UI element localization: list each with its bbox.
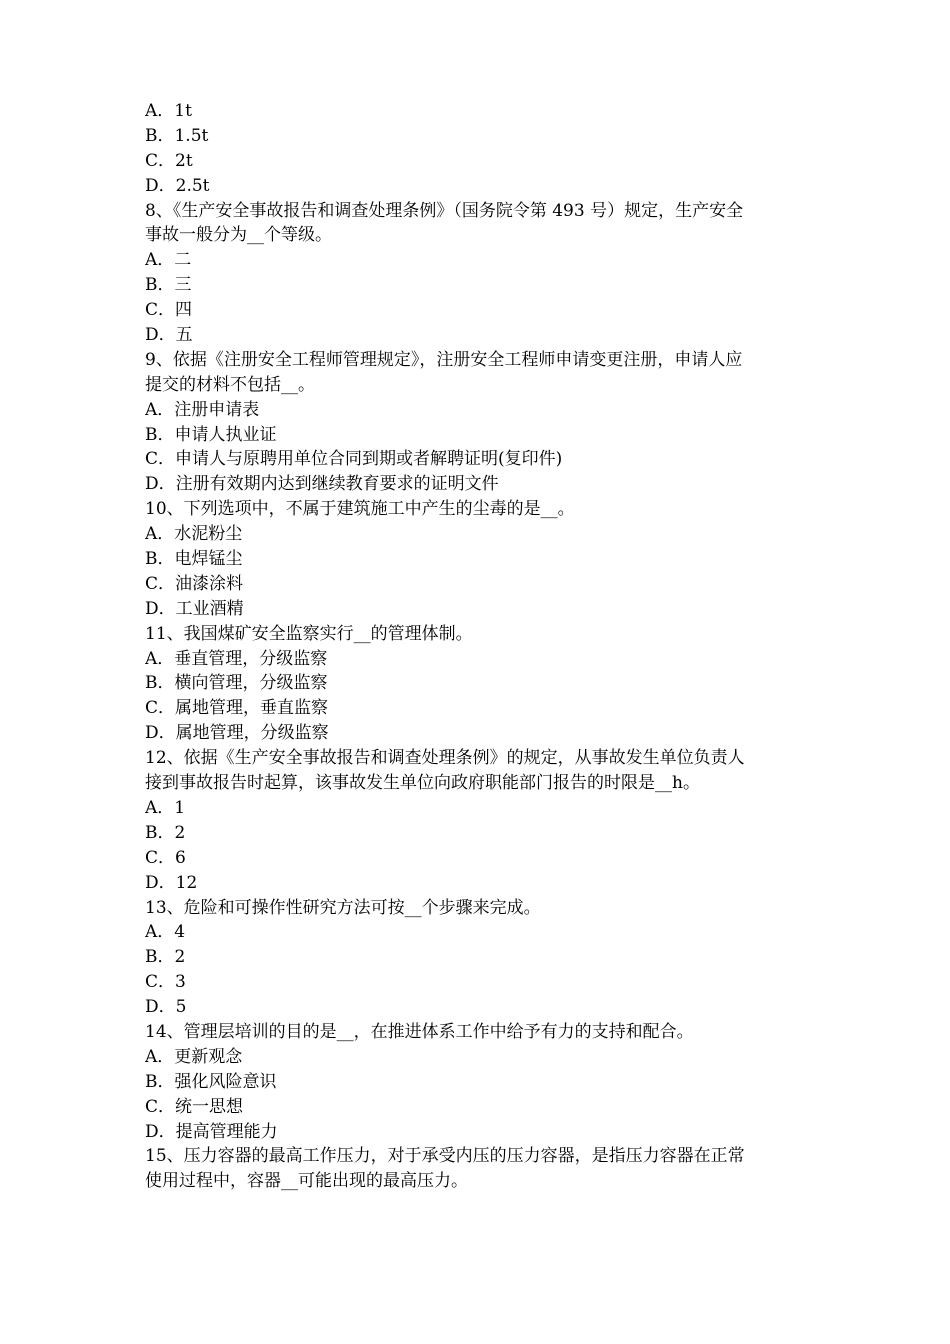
option-b: B．强化风险意识 <box>145 1071 277 1092</box>
question-text-line: 8、《生产安全事故报告和调查处理条例》（国务院令第 493 号）规定，生产安全 <box>145 200 744 221</box>
option-d: D．12 <box>145 872 198 893</box>
option-b: B．电焊锰尘 <box>145 549 243 570</box>
option-c: C．统一思想 <box>145 1096 244 1117</box>
option-d: D．5 <box>145 997 187 1018</box>
question-text-line: 9、依据《注册安全工程师管理规定》，注册安全工程师申请变更注册，申请人应 <box>145 349 743 370</box>
option-c: C．6 <box>145 847 186 868</box>
option-a: A．4 <box>145 922 186 943</box>
option-a: A．1t <box>145 101 192 121</box>
question-text-line: 11、我国煤矿安全监察实行__的管理体制。 <box>145 623 473 644</box>
question-10 <box>145 497 825 621</box>
option-c: C．属地管理，垂直监察 <box>145 698 329 719</box>
option-d: D．五 <box>145 325 193 346</box>
question-text-line: 12、依据《生产安全事故报告和调查处理条例》的规定，从事故发生单位负责人 <box>145 748 745 769</box>
question-text-line: 15、压力容器的最高工作压力，对于承受内压的压力容器，是指压力容器在正常 <box>145 1146 745 1167</box>
option-b: B．横向管理，分级监察 <box>145 673 328 694</box>
question-15 <box>145 1144 825 1194</box>
option-a: A．1 <box>145 797 186 818</box>
option-d: D．2.5t <box>145 175 210 196</box>
option-a: A．垂直管理，分级监察 <box>145 648 328 669</box>
option-d: D．提高管理能力 <box>145 1121 278 1142</box>
option-c: C．油漆涂料 <box>145 573 244 594</box>
question-9 <box>145 348 825 497</box>
question-text-line: 提交的材料不包括__。 <box>145 374 315 395</box>
question-text-line: 事故一般分为__个等级。 <box>145 225 332 246</box>
option-b: B．2 <box>145 822 186 843</box>
question-text-line: 使用过程中，容器__可能出现的最高压力。 <box>145 1171 468 1192</box>
option-b: B．申请人执业证 <box>145 424 277 445</box>
question-text-line: 10、下列选项中，不属于建筑施工中产生的尘毒的是__。 <box>145 499 575 520</box>
option-b: B．1.5t <box>145 125 209 146</box>
option-d: D．工业酒精 <box>145 598 244 619</box>
question-12 <box>145 746 825 895</box>
question-13 <box>145 896 825 1020</box>
question-8 <box>145 199 825 348</box>
question-text-line: 接到事故报告时起算，该事故发生单位向政府职能部门报告的时限是__h。 <box>145 773 700 794</box>
option-c: C．2t <box>145 150 193 171</box>
option-c: C．申请人与原聘用单位合同到期或者解聘证明(复印件) <box>145 449 563 470</box>
option-b: B．三 <box>145 275 192 296</box>
option-c: C．四 <box>145 300 193 321</box>
leading-options <box>145 99 825 199</box>
option-c: C．3 <box>145 972 186 993</box>
option-a: A．更新观念 <box>145 1046 243 1067</box>
question-text-line: 13、危险和可操作性研究方法可按__个步骤来完成。 <box>145 897 541 918</box>
option-a: A．注册申请表 <box>145 399 260 420</box>
document-page <box>145 99 825 1194</box>
question-11 <box>145 622 825 746</box>
option-a: A．二 <box>145 250 192 271</box>
question-text-line: 14、管理层培训的目的是__，在推进体系工作中给予有力的支持和配合。 <box>145 1021 694 1042</box>
question-14 <box>145 1020 825 1144</box>
option-b: B．2 <box>145 947 186 968</box>
option-d: D．注册有效期内达到继续教育要求的证明文件 <box>145 474 499 495</box>
option-d: D．属地管理，分级监察 <box>145 723 329 744</box>
option-a: A．水泥粉尘 <box>145 524 243 545</box>
